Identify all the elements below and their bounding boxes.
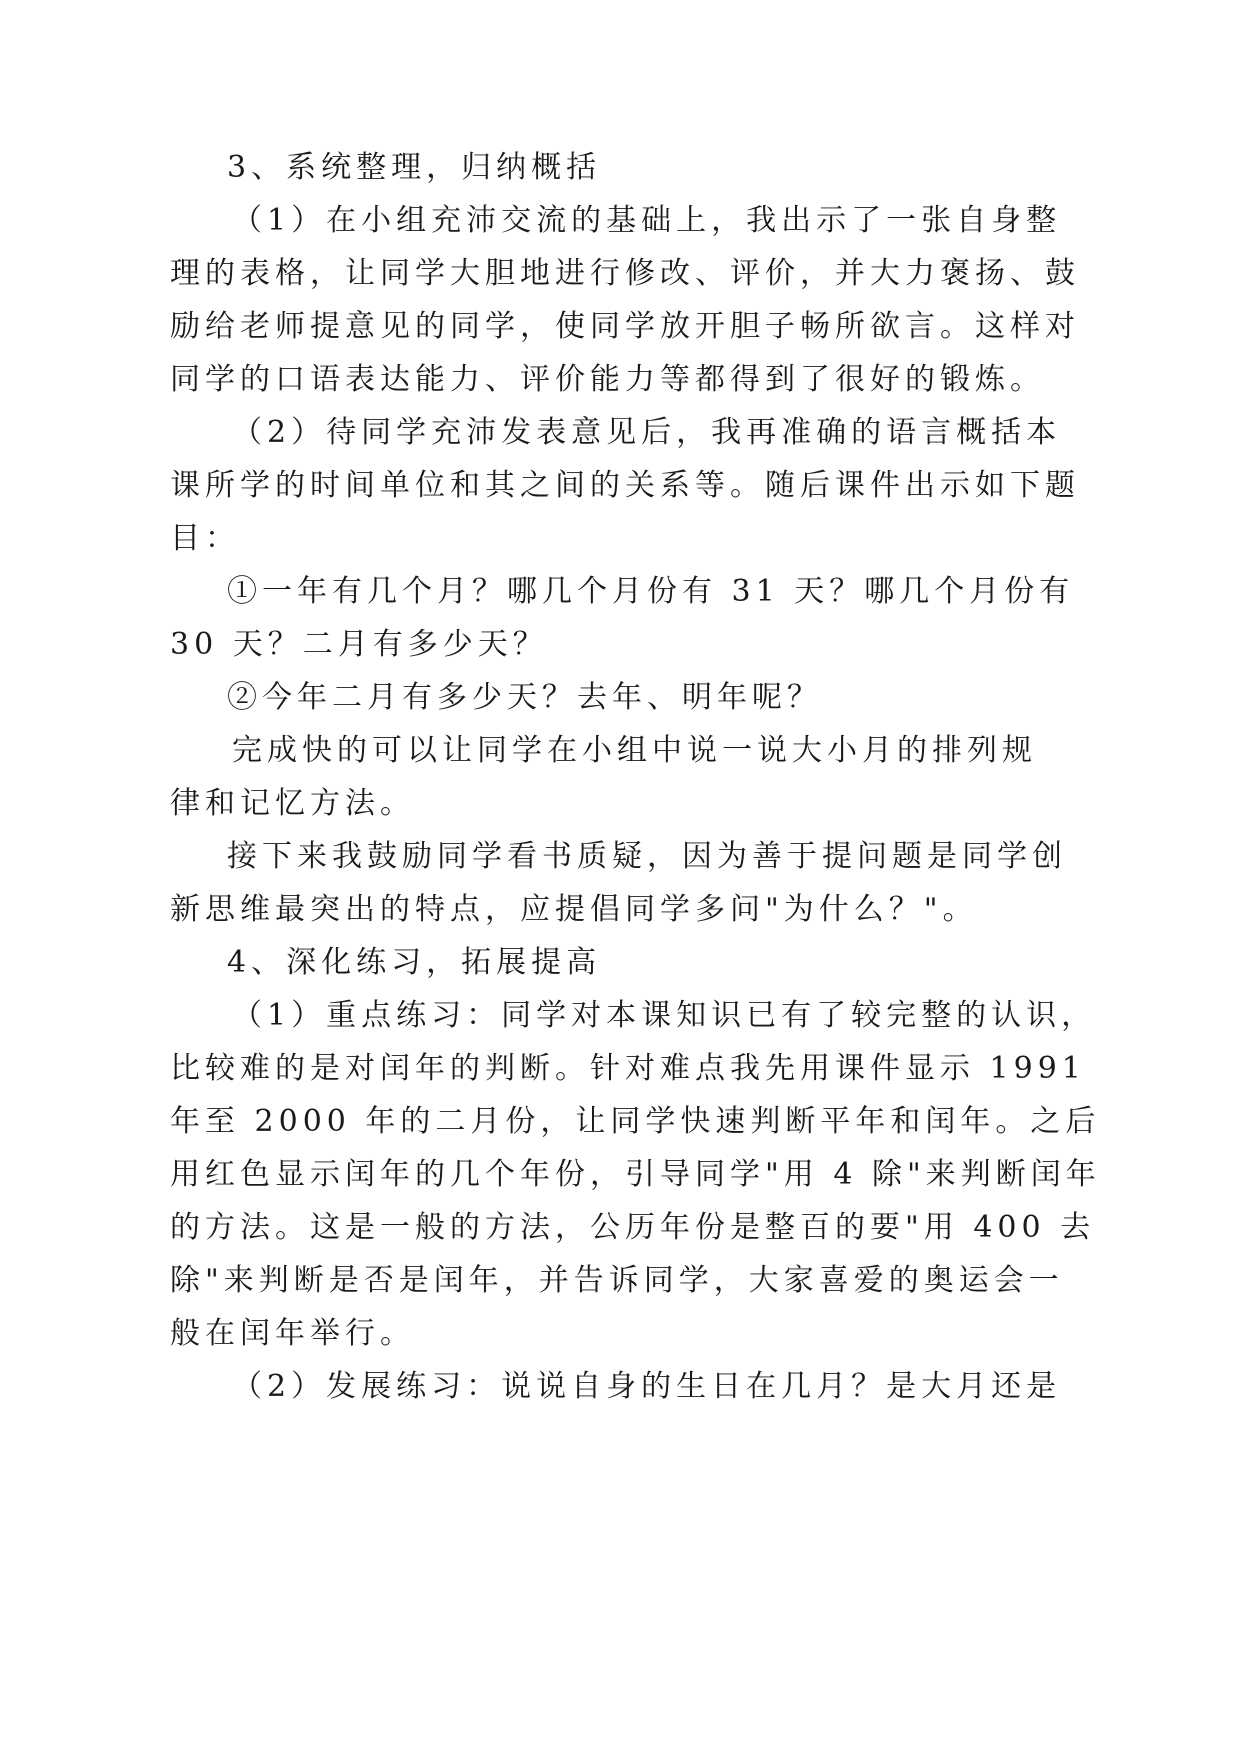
paragraph-line: （2）发展练习：说说自身的生日在几月？是大月还是 <box>232 1369 1062 1404</box>
paragraph-line: 般在闰年举行。 <box>170 1316 415 1351</box>
paragraph-line: （1）重点练习：同学对本课知识已有了较完整的认识， <box>232 998 1097 1033</box>
paragraph-line: （2）待同学充沛发表意见后，我再准确的语言概括本 <box>232 415 1062 450</box>
paragraph-line: 接下来我鼓励同学看书质疑，因为善于提问题是同学创 <box>227 839 1067 874</box>
paragraph-line: 除"来判断是否是闰年，并告诉同学，大家喜爱的奥运会一 <box>170 1263 1064 1298</box>
paragraph-line: 律和记忆方法。 <box>170 786 415 821</box>
section-heading: 3、系统整理，归纳概括 <box>227 150 602 185</box>
paragraph-line: （1）在小组充沛交流的基础上，我出示了一张自身整 <box>232 203 1062 238</box>
paragraph-line: 年至 2000 年的二月份，让同学快速判断平年和闰年。之后 <box>170 1104 1101 1139</box>
question-item: ①一年有几个月？哪几个月份有 31 天？哪几个月份有 <box>227 574 1075 609</box>
paragraph-line: 用红色显示闰年的几个年份，引导同学"用 4 除"来判断闰年 <box>170 1157 1101 1192</box>
question-item: ②今年二月有多少天？去年、明年呢？ <box>227 680 822 715</box>
paragraph-line: 目： <box>170 521 240 556</box>
paragraph-line: 同学的口语表达能力、评价能力等都得到了很好的锻炼。 <box>170 362 1045 397</box>
paragraph-line: 的方法。这是一般的方法，公历年份是整百的要"用 400 去 <box>170 1210 1096 1245</box>
paragraph-line: 完成快的可以让同学在小组中说一说大小月的排列规 <box>232 733 1037 768</box>
paragraph-line: 励给老师提意见的同学，使同学放开胆子畅所欲言。这样对 <box>170 309 1080 344</box>
paragraph-line: 课所学的时间单位和其之间的关系等。随后课件出示如下题 <box>170 468 1080 503</box>
paragraph-line: 新思维最突出的特点，应提倡同学多问"为什么？"。 <box>170 892 978 927</box>
paragraph-line: 比较难的是对闰年的判断。针对难点我先用课件显示 1991 <box>170 1051 1086 1086</box>
section-heading: 4、深化练习，拓展提高 <box>227 945 602 980</box>
paragraph-line: 30 天？二月有多少天？ <box>170 627 548 662</box>
paragraph-line: 理的表格，让同学大胆地进行修改、评价，并大力褒扬、鼓 <box>170 256 1080 291</box>
